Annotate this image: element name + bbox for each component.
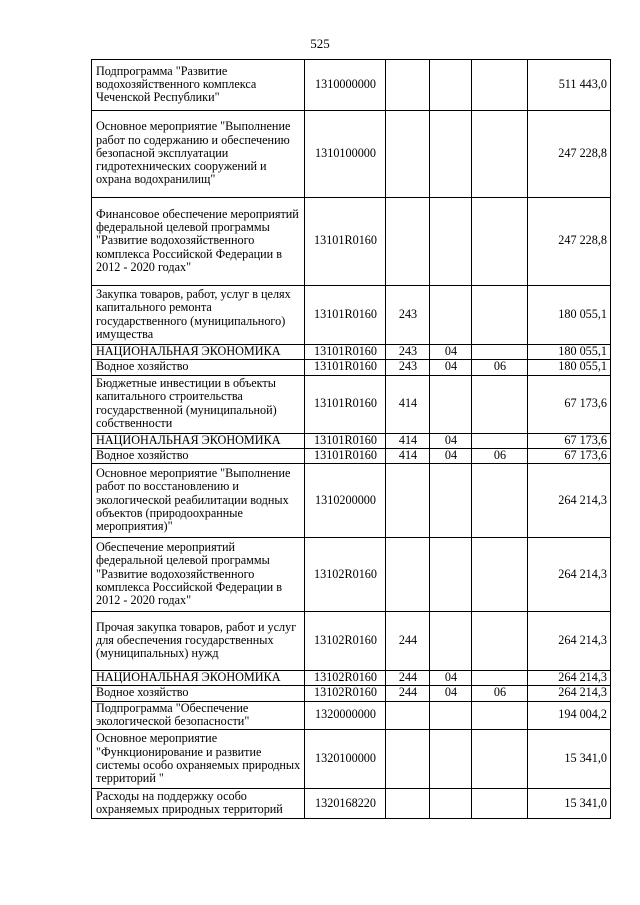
row-subsection (472, 612, 528, 671)
row-expense-type: 414 (386, 433, 430, 448)
page-number: 525 (310, 36, 330, 51)
row-target-code: 1320100000 (305, 730, 386, 789)
row-section (430, 198, 472, 286)
row-amount: 180 055,1 (528, 286, 611, 345)
row-expense-type (386, 198, 430, 286)
row-expense-type: 414 (386, 448, 430, 463)
row-section (430, 789, 472, 819)
row-target-code: 13102R0160 (305, 671, 386, 686)
row-subsection (472, 730, 528, 789)
row-subsection (472, 789, 528, 819)
row-name: НАЦИОНАЛЬНАЯ ЭКОНОМИКА (92, 433, 305, 448)
row-expense-type (386, 538, 430, 612)
row-name: Прочая закупка товаров, работ и услуг для обеспечения государственных (муниципальных) нужд (92, 612, 305, 671)
row-section: 04 (430, 671, 472, 686)
row-subsection (472, 375, 528, 433)
row-target-code: 1320168220 (305, 789, 386, 819)
row-section (430, 701, 472, 730)
table-row (92, 671, 611, 686)
row-amount: 247 228,8 (528, 198, 611, 286)
row-amount: 15 341,0 (528, 789, 611, 819)
row-subsection (472, 345, 528, 360)
row-section (430, 612, 472, 671)
table-row (92, 286, 611, 345)
row-target-code: 13101R0160 (305, 375, 386, 433)
row-subsection: 06 (472, 448, 528, 463)
row-amount: 264 214,3 (528, 538, 611, 612)
row-subsection (472, 671, 528, 686)
row-amount: 264 214,3 (528, 671, 611, 686)
row-target-code: 1310000000 (305, 60, 386, 111)
row-expense-type: 414 (386, 375, 430, 433)
row-target-code: 13101R0160 (305, 286, 386, 345)
table-row (92, 730, 611, 789)
row-target-code: 13101R0160 (305, 198, 386, 286)
row-target-code: 1310200000 (305, 464, 386, 538)
row-target-code: 1310100000 (305, 111, 386, 198)
row-subsection (472, 286, 528, 345)
table-row (92, 345, 611, 360)
row-amount: 15 341,0 (528, 730, 611, 789)
table-row (92, 701, 611, 730)
row-name: Основное мероприятие "Выполнение работ по восстановлению и экологической реабилитации водных объектов (природоохранные мероприятия)" (92, 464, 305, 538)
row-expense-type (386, 789, 430, 819)
row-name: Расходы на поддержку особо охраняемых природных территорий (92, 789, 305, 819)
row-name: Закупка товаров, работ, услуг в целях капитального ремонта государственного (муниципального) имущества (92, 286, 305, 345)
row-target-code: 13102R0160 (305, 612, 386, 671)
row-name: Обеспечение мероприятий федеральной целевой программы "Развитие водохозяйственного комплекса Российской Федерации в 2012 - 2020 годах" (92, 538, 305, 612)
row-expense-type (386, 60, 430, 111)
row-name: Финансовое обеспечение мероприятий федеральной целевой программы "Развитие водохозяйственного комплекса Российской Федерации в 2012 - 2020 годах" (92, 198, 305, 286)
table-row (92, 448, 611, 463)
row-section (430, 286, 472, 345)
table-row (92, 375, 611, 433)
row-subsection (472, 701, 528, 730)
row-section (430, 111, 472, 198)
row-section: 04 (430, 686, 472, 701)
row-subsection (472, 464, 528, 538)
row-name: Основное мероприятие "Выполнение работ по содержанию и обеспечению безопасной эксплуатации гидротехнических сооружений и охрана водохранилищ" (92, 111, 305, 198)
row-section: 04 (430, 345, 472, 360)
row-expense-type (386, 701, 430, 730)
row-expense-type: 244 (386, 612, 430, 671)
row-expense-type: 244 (386, 686, 430, 701)
row-name: Бюджетные инвестиции в объекты капитального строительства государственной (муниципальной) собственности (92, 375, 305, 433)
row-amount: 180 055,1 (528, 345, 611, 360)
row-expense-type (386, 730, 430, 789)
row-section: 04 (430, 433, 472, 448)
row-amount: 194 004,2 (528, 701, 611, 730)
row-name: Подпрограмма "Обеспечение экологической безопасности" (92, 701, 305, 730)
table-row (92, 111, 611, 198)
row-section (430, 464, 472, 538)
row-expense-type: 243 (386, 286, 430, 345)
row-section (430, 730, 472, 789)
table-row (92, 789, 611, 819)
row-target-code: 13101R0160 (305, 360, 386, 375)
row-section (430, 60, 472, 111)
table-row (92, 60, 611, 111)
row-target-code: 13101R0160 (305, 448, 386, 463)
table-row (92, 686, 611, 701)
row-section (430, 538, 472, 612)
row-expense-type: 243 (386, 360, 430, 375)
row-amount: 180 055,1 (528, 360, 611, 375)
row-amount: 67 173,6 (528, 433, 611, 448)
table-row (92, 464, 611, 538)
row-subsection (472, 198, 528, 286)
row-name: НАЦИОНАЛЬНАЯ ЭКОНОМИКА (92, 345, 305, 360)
row-subsection (472, 60, 528, 111)
row-name: Основное мероприятие "Функционирование и развитие системы особо охраняемых природных территорий " (92, 730, 305, 789)
row-amount: 264 214,3 (528, 464, 611, 538)
row-expense-type: 243 (386, 345, 430, 360)
table-row (92, 198, 611, 286)
row-amount: 67 173,6 (528, 448, 611, 463)
row-subsection: 06 (472, 686, 528, 701)
row-subsection (472, 538, 528, 612)
row-subsection (472, 433, 528, 448)
table-row (92, 360, 611, 375)
row-name: Водное хозяйство (92, 686, 305, 701)
budget-table (91, 59, 611, 819)
row-subsection (472, 111, 528, 198)
row-expense-type (386, 464, 430, 538)
row-expense-type (386, 111, 430, 198)
table-row (92, 433, 611, 448)
row-amount: 247 228,8 (528, 111, 611, 198)
row-name: Водное хозяйство (92, 448, 305, 463)
row-name: Подпрограмма "Развитие водохозяйственного комплекса Чеченской Республики" (92, 60, 305, 111)
row-section: 04 (430, 448, 472, 463)
row-amount: 511 443,0 (528, 60, 611, 111)
row-amount: 264 214,3 (528, 612, 611, 671)
row-target-code: 13102R0160 (305, 538, 386, 612)
row-target-code: 13101R0160 (305, 345, 386, 360)
table-row (92, 538, 611, 612)
row-target-code: 13102R0160 (305, 686, 386, 701)
row-amount: 67 173,6 (528, 375, 611, 433)
row-section: 04 (430, 360, 472, 375)
row-name: НАЦИОНАЛЬНАЯ ЭКОНОМИКА (92, 671, 305, 686)
row-amount: 264 214,3 (528, 686, 611, 701)
row-target-code: 13101R0160 (305, 433, 386, 448)
row-section (430, 375, 472, 433)
row-expense-type: 244 (386, 671, 430, 686)
row-target-code: 1320000000 (305, 701, 386, 730)
table-row (92, 612, 611, 671)
row-name: Водное хозяйство (92, 360, 305, 375)
row-subsection: 06 (472, 360, 528, 375)
